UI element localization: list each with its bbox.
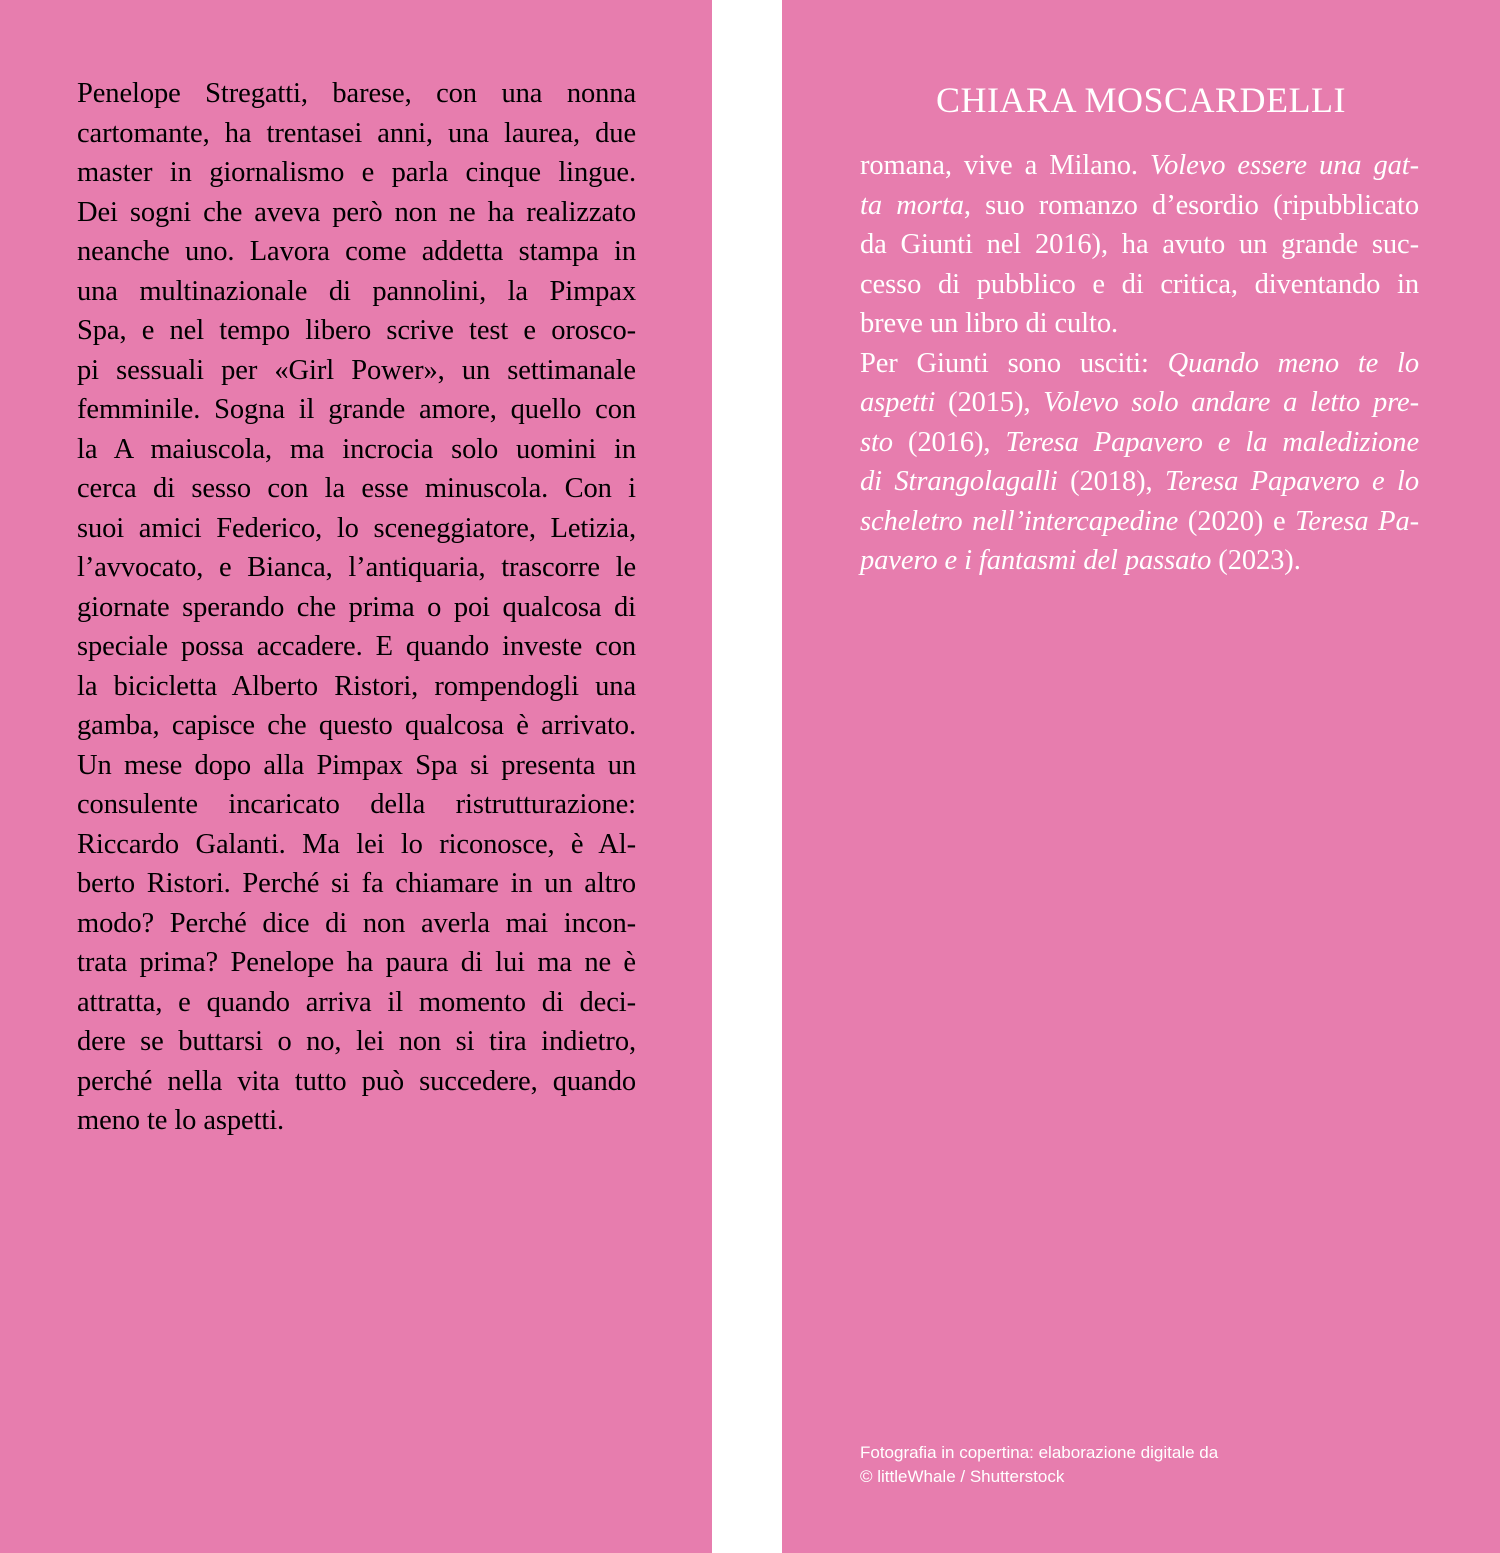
blurb-line: speciale possa accadere. E quando investe con [77, 631, 636, 662]
blurb-line: modo? Perché dice di non averla mai incon- [77, 907, 636, 939]
blurb-line: Riccardo Galanti. Ma lei lo riconosce, è Al- [77, 828, 636, 860]
blurb-line: una multinazionale di pannolini, la Pimpax [77, 275, 636, 307]
author-bio [860, 146, 1419, 581]
blurb-line: attratta, e quando arriva il momento di deci- [77, 986, 636, 1018]
blurb-line: consulente incaricato della ristrutturazione: [77, 789, 636, 820]
book-title: sto [860, 426, 893, 458]
book-blurb [77, 74, 636, 1141]
blurb-line: Spa, e nel tempo libero scrive test e orosco- [77, 315, 636, 346]
book-title: Teresa Pa- [1295, 505, 1419, 537]
book-title: Teresa Papavero e lo [1164, 466, 1419, 497]
bio-line [860, 423, 1419, 463]
bio-text: Per Giunti sono usciti: [860, 347, 1168, 379]
credit-line: © littleWhale / Shutterstock [860, 1467, 1065, 1486]
bio-line: breve un libro di culto. [860, 308, 1118, 339]
credit-line: Fotografia in copertina: elaborazione digitale da [860, 1443, 1219, 1462]
book-title: aspetti [860, 387, 936, 418]
blurb-line: berto Ristori. Perché si fa chiamare in un altro [77, 868, 636, 899]
book-title: Quando meno te lo [1167, 347, 1419, 379]
blurb-line: meno te lo aspetti. [77, 1105, 285, 1136]
blurb-line: perché nella vita tutto può succedere, quando [77, 1065, 636, 1097]
blurb-line: trata prima? Penelope ha paura di lui ma ne è [77, 947, 636, 978]
blurb-line: Dei sogni che aveva però non ne ha realizzato [77, 196, 636, 228]
blurb-line: neanche uno. Lavora come addetta stampa in [77, 236, 636, 267]
bio-text: (2016), [892, 426, 1006, 458]
blurb-line: master in giornalismo e parla cinque lingue. [77, 157, 636, 188]
blurb-line: la A maiuscola, ma incrocia solo uomini in [77, 433, 636, 465]
book-title: pavero e i fantasmi del passato [860, 545, 1212, 576]
bio-line [860, 146, 1419, 186]
spine-gap [712, 0, 782, 1553]
bio-line: cesso di pubblico e di critica, diventando in [860, 268, 1419, 300]
blurb-line: giornate sperando che prima o poi qualcosa di [77, 591, 636, 623]
bio-line: da Giunti nel 2016), ha avuto un grande suc- [860, 229, 1419, 260]
book-title: ta morta [860, 189, 964, 221]
blurb-line: cerca di sesso con la esse minuscola. Con i [77, 473, 636, 504]
author-name: CHIARA MOSCARDELLI [935, 80, 1347, 120]
blurb-line: Un mese dopo alla Pimpax Spa si presenta un [77, 749, 636, 781]
bio-text: (2018), [1057, 466, 1165, 497]
book-title: di Strangolagalli [860, 466, 1058, 497]
photo-credit [860, 1441, 1420, 1489]
book-title: scheletro nell’intercapedine [860, 505, 1179, 537]
blurb-line: pi sessuali per «Girl Power», un settimanale [77, 354, 636, 386]
blurb-line: gamba, capisce che questo qualcosa è arrivato. [77, 710, 636, 741]
bio-line [860, 186, 1419, 226]
book-title: Volevo essere una gat- [1150, 150, 1419, 181]
book-title: Teresa Papavero e la maledizione [1005, 426, 1419, 458]
bio-line [860, 462, 1419, 502]
bio-line [860, 541, 1419, 581]
bio-line [860, 383, 1419, 423]
bio-line [860, 344, 1419, 384]
bio-text: (2020) e [1178, 505, 1296, 537]
blurb-line: Penelope Stregatti, barese, con una nonna [77, 78, 636, 109]
blurb-line: la bicicletta Alberto Ristori, rompendogli una [77, 670, 636, 702]
bio-line [860, 502, 1419, 542]
blurb-line: dere se buttarsi o no, lei non si tira indietro, [77, 1026, 636, 1057]
blurb-line: femminile. Sogna il grande amore, quello con [77, 394, 636, 425]
blurb-line: l’avvocato, e Bianca, l’antiquaria, trascorre le [77, 552, 636, 583]
book-title: Volevo solo andare a letto pre- [1043, 387, 1419, 418]
blurb-line: suoi amici Federico, lo sceneggiatore, Letizia, [77, 512, 636, 544]
bio-text: (2023). [1211, 545, 1301, 576]
bio-text: romana, vive a Milano. [860, 150, 1150, 181]
blurb-line: cartomante, ha trentasei anni, una laurea, due [77, 117, 636, 149]
bio-text: , suo romanzo d’esordio (ripubblicato [963, 189, 1419, 221]
bio-text: (2015), [935, 387, 1044, 418]
